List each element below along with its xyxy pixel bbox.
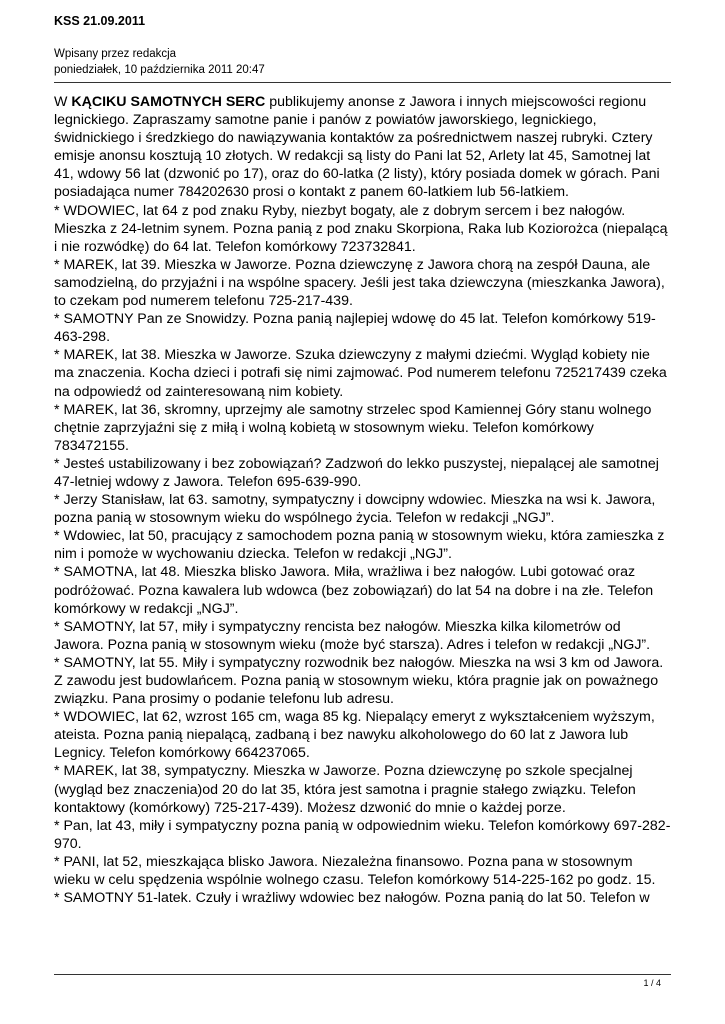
ad-item: * SAMOTNY, lat 55. Miły i sympatyczny rozwodnik bez nałogów. Mieszka na wsi 3 km od Jawora. Z zawodu jest budowlańcem. Pozna panią w stosownym wieku, która pragnie jak on poważnego związku. Pana prosimy o podanie telefonu lub adresu. [54, 654, 664, 708]
ad-item: * Jerzy Stanisław, lat 63. samotny, sympatyczny i dowcipny wdowiec. Mieszka na wsi k. Jawora, pozna panią w stosownym wieku do wspólnego życia. Telefon w redakcji „NGJ”. [54, 492, 656, 527]
ad-item: * Jesteś ustabilizowany i bez zobowiązań? Zadzwoń do lekko puszystej, niepalącej ale samotnej 47-letniej wdowy z Jawora. Telefon 695-639-990. [54, 455, 659, 490]
header-divider [54, 82, 671, 83]
ad-item: * MAREK, lat 39. Mieszka w Jaworze. Pozna dziewczynę z Jawora chorą na zespół Dauna, ale samodzielną, do przyjaźni i na wspólne spacery. Jeśli jest taka dziewczyna (mieszkanka Jawora), to czekam pod numerem telefonu 725-217-439. [54, 256, 665, 310]
date-line: poniedziałek, 10 października 2011 20:47 [54, 64, 265, 76]
intro-paragraph [54, 93, 671, 202]
intro-text: publikujemy anonse z Jawora i innych miejscowości regionu legnickiego. Zapraszamy samotne panie i panów z powiatów jaworskiego, legnickiego, świdnickiego i średzkiego do nawiązywania kontaktów za pośrednictwem naszej rubryki. Cztery emisje anonsu kosztują 10 złotych. W redakcji są listy do Pani lat 52, Arlety lat 45, Samotnej lat 41, wdowy 56 lat (dzwonić po 17), oraz do 60-latka (2 listy), który posiada domek w górach. Pani posiadająca numer 784202630 prosi o kontakt z panem 60-latkiem lub 56-latkiem. [54, 94, 660, 201]
ad-item: * Pan, lat 43, miły i sympatyczny pozna panią w odpowiednim wieku. Telefon komórkowy 697-282-970. [54, 817, 671, 852]
ad-item: * WDOWIEC, lat 62, wzrost 165 cm, waga 85 kg. Niepalący emeryt z wykształceniem wyższym, ateista. Pozna panią niepalącą, zadbaną i bez nawyku alkoholowego do 60 lat z Jawora lub Legnicy. Telefon komórkowy 664237065. [54, 709, 655, 762]
ad-item: * Wdowiec, lat 50, pracujący z samochodem pozna panią w stosownym wieku, która zamieszka z nim i pomoże w wychowaniu dziecka. Telefon w redakcji „NGJ”. [54, 528, 665, 563]
intro-lead: W [54, 94, 72, 110]
author-line: Wpisany przez redakcja [54, 48, 177, 60]
ad-item: * SAMOTNY, lat 57, miły i sympatyczny rencista bez nałogów. Mieszka kilka kilometrów od Jawora. Pozna panią w stosownym wieku (może być starsza). Adres i telefon w redakcji „NGJ”. [54, 618, 651, 653]
page-number: 1 / 4 [643, 978, 661, 988]
intro-section-name: KĄCIKU SAMOTNYCH SERC [71, 94, 266, 110]
ad-item: * SAMOTNA, lat 48. Mieszka blisko Jawora. Miła, wrażliwa i bez nałogów. Lubi gotować oraz podróżować. Pozna kawalera lub wdowca (bez zobowiązań) do lat 54 na dobre i na złe. Telefon komórkowy w redakcji „NGJ”. [54, 564, 654, 617]
page-title: KSS 21.09.2011 [54, 14, 146, 28]
ad-item: * MAREK, lat 38. Mieszka w Jaworze. Szuka dziewczyny z małymi dziećmi. Wygląd kobiety nie ma znaczenia. Kocha dzieci i potrafi się nimi zajmować. Pod numerem telefonu 725217439 czeka na odpowiedź od zainteresowaną nim kobiety. [54, 347, 667, 400]
article-meta [54, 46, 265, 78]
ad-item: * MAREK, lat 36, skromny, uprzejmy ale samotny strzelec spod Kamiennej Góry stanu wolnego chętnie zaprzyjaźni się z miłą i wolną kobietą w stosownym wieku. Telefon komórkowy 783472155. [54, 401, 652, 454]
ad-item: * WDOWIEC, lat 64 z pod znaku Ryby, niezbyt bogaty, ale z dobrym sercem i bez nałogów. Mieszka z 24-letnim synem. Pozna panią z pod znaku Skorpiona, Raka lub Koziorożca (niepalącą i nie rozwódkę) do 64 lat. Telefon komórkowy 723732841. [54, 202, 668, 255]
ad-item: * PANI, lat 52, mieszkająca blisko Jawora. Niezależna finansowo. Pozna pana w stosownym wieku w celu spędzenia wspólnie wolnego czasu. Telefon komórkowy 514-225-162 po godz. 15. [54, 853, 656, 889]
ad-item: * MAREK, lat 38, sympatyczny. Mieszka w Jaworze. Pozna dziewczynę po szkole specjalnej (wygląd bez znaczenia)od 20 do lat 35, która jest samotna i pragnie stałego związku. Telefon kontaktowy (komórkowy) 725-217-439). Możesz dzwonić do mnie o każdej porze. [54, 763, 636, 816]
ad-item: * SAMOTNY 51-latek. Czuły i wrażliwy wdowiec bez nałogów. Pozna panią do lat 50. Telefon w [54, 890, 650, 907]
article-body [54, 93, 671, 907]
footer-divider [54, 974, 671, 975]
ad-item: * SAMOTNY Pan ze Snowidzy. Pozna panią najlepiej wdowę do 45 lat. Telefon komórkowy 519-463-298. [54, 311, 656, 346]
